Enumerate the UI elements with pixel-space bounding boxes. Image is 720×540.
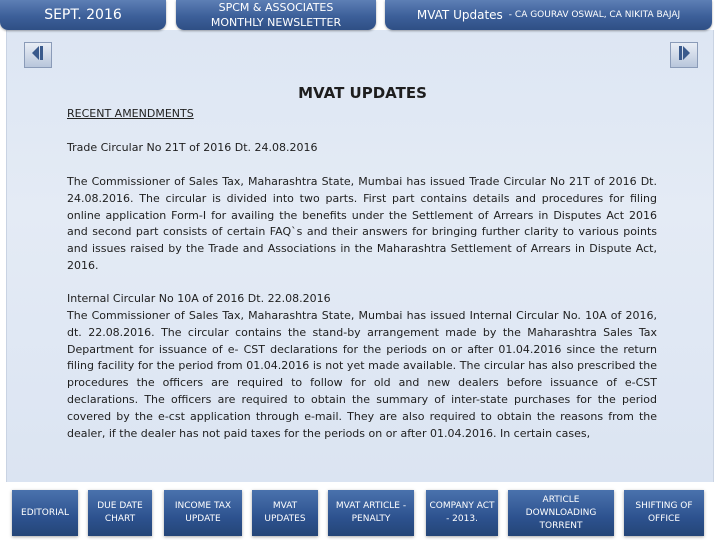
page-heading: MVAT UPDATES [298,84,427,102]
circular-title-1: Trade Circular No 21T of 2016 Dt. 24.08.2016 [67,141,318,154]
company-act-button[interactable]: COMPANY ACT - 2013. [426,490,498,536]
income-tax-update-button[interactable]: INCOME TAX UPDATE [164,490,242,536]
section-authors: - CA GOURAV OSWAL, CA NIKITA BAJAJ [508,10,681,20]
editorial-button[interactable]: EDITORIAL [12,490,78,536]
arrow-left-icon [31,45,45,65]
previous-page-button[interactable] [24,42,52,68]
newsletter-label: MONTHLY NEWSLETTER [210,16,342,29]
section-title-tab [385,0,712,30]
firm-tab [176,0,376,30]
section-title: MVAT Updates [416,8,503,22]
circular-body-2: The Commissioner of Sales Tax, Maharashtra State, Mumbai has issued Internal Circular No. 10A of 2016, dt. 22.08.2016. The circular contains the stand-by arrangement made by the Maharashtra Sales Tax Department for issuance of e- CST declarations for the periods on or after 01.04.2016 since the return filing facility for the period from 01.04.2016 is not yet made available. The circular has also prescribed the procedures the officers are required to follow for old and new dealers before issuance of e-CST declarations. The officers are required to obtain the summary of inter-state purchases for the period covered by the e-cst application through e-mail. They are also required to obtain the reasons from the dealer, if the dealer has not paid taxes for the periods on or after 01.04.2016. In certain cases, [67,309,657,440]
next-page-button[interactable] [670,42,698,68]
issue-date: SEPT. 2016 [44,7,122,23]
arrow-right-icon [677,45,691,65]
mvat-article-penalty-button[interactable]: MVAT ARTICLE - PENALTY [328,490,414,536]
due-date-chart-button[interactable]: DUE DATE CHART [88,490,152,536]
circular-title-2: Internal Circular No 10A of 2016 Dt. 22.08.2016 [67,292,331,305]
mvat-updates-button[interactable]: MVAT UPDATES [252,490,318,536]
circular-body-1: The Commissioner of Sales Tax, Maharashtra State, Mumbai has issued Trade Circular No 21T of 2016 Dt. 24.08.2016. The circular is divided into two parts. First part contains details and procedures for filing online application Form-I for availing the benefits under the Settlement of Arrears in Disputes Act 2016 and second part consists of certain FAQ`s and their answers for bringing further clarity to various points and issues raised by the Trade and Associations in the Maharashtra Settlement of Arrears in Dispute Act, 2016. [67,175,657,272]
firm-name: SPCM & ASSOCIATES [218,1,334,14]
article-downloading-torrent-button[interactable]: ARTICLE DOWNLOADING TORRENT [508,490,614,536]
section-label: RECENT AMENDMENTS [67,107,194,120]
issue-date-tab [0,0,166,30]
shifting-of-office-button[interactable]: SHIFTING OF OFFICE [624,490,704,536]
